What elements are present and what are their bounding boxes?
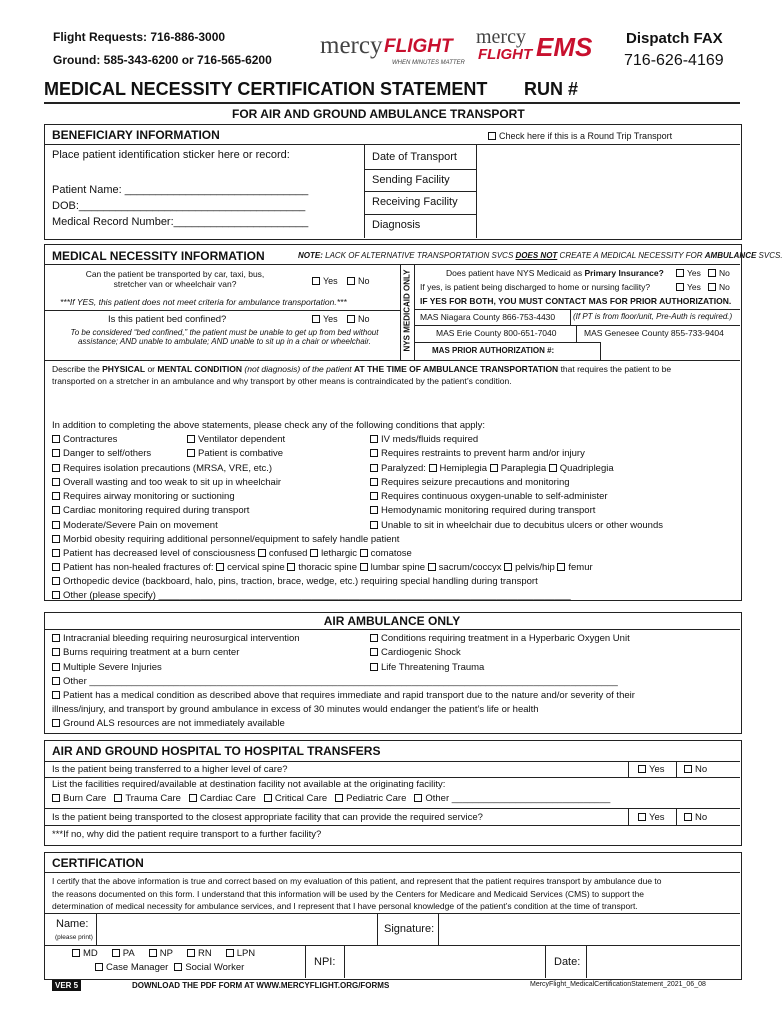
role-option-2[interactable] bbox=[149, 948, 173, 959]
air-other[interactable]: Other ____________________________________________________________________________________________________ bbox=[52, 676, 618, 687]
air-col1 bbox=[52, 633, 300, 676]
sticker-instruction: Place patient identification sticker here or record: bbox=[52, 149, 290, 161]
air-condition-c1-0-label: Intracranial bleeding requiring neurosurgical intervention bbox=[63, 633, 300, 644]
beneficiary-heading: BENEFICIARY INFORMATION bbox=[52, 128, 220, 142]
condition-c3-0-label: IV meds/fluids required bbox=[381, 434, 479, 445]
checkbox-icon[interactable] bbox=[312, 277, 320, 285]
checkbox-icon[interactable] bbox=[370, 506, 378, 514]
cond-other[interactable]: Other (please specify) ______________________________________________________________________________ bbox=[52, 590, 571, 601]
checkbox-icon[interactable] bbox=[708, 283, 716, 291]
condition-c3-3-label: Requires seizure precautions and monitoring bbox=[381, 476, 570, 488]
nys-medicaid-label: NYS MEDICAID ONLY bbox=[402, 269, 412, 352]
discharge-yes[interactable]: Yes bbox=[676, 282, 701, 292]
cond-fractures[interactable]: Patient has non-healed fractures of: cervical spine thoracic spine lumbar spine sacrum/coccyx pelvis/hip femur bbox=[52, 562, 593, 573]
checkbox-icon[interactable] bbox=[72, 949, 80, 957]
facility-option-4[interactable] bbox=[335, 793, 406, 804]
checkbox-icon[interactable] bbox=[370, 492, 378, 500]
form-title: MEDICAL NECESSITY CERTIFICATION STATEMENT bbox=[44, 79, 488, 99]
condition-c3-2-label: Paralyzed: bbox=[381, 462, 426, 474]
checkbox-icon[interactable] bbox=[428, 563, 436, 571]
date-of-transport-label: Date of Transport bbox=[372, 151, 457, 163]
air-condition-c1-2[interactable] bbox=[52, 662, 300, 676]
please-print-note: (please print) bbox=[55, 934, 93, 941]
checkbox-icon[interactable] bbox=[370, 634, 378, 642]
preauth-note: (If PT is from floor/unit, Pre-Auth is required.) bbox=[573, 312, 733, 321]
air-rapid-transport[interactable]: Patient has a medical condition as described above that requires immediate and rapid transport due to the nature and/or severity of their bbox=[52, 690, 635, 701]
sending-facility-label: Sending Facility bbox=[372, 174, 450, 186]
facility-option-1[interactable] bbox=[114, 793, 181, 804]
air-condition-c1-1-label: Burns requiring treatment at a burn center bbox=[63, 647, 240, 659]
checkbox-icon[interactable] bbox=[95, 963, 103, 971]
checkbox-icon[interactable] bbox=[174, 963, 182, 971]
checkbox-icon[interactable] bbox=[52, 634, 60, 642]
checkbox-icon[interactable] bbox=[638, 765, 646, 773]
checkbox-icon[interactable] bbox=[258, 549, 266, 557]
round-trip-checkbox[interactable]: Check here if this is a Round Trip Transport bbox=[488, 131, 672, 141]
facility-option-0[interactable] bbox=[52, 793, 106, 804]
condition-c3-4-label: Requires continuous oxygen-unable to self-administer bbox=[381, 491, 608, 503]
dispatch-fax-number: 716-626-4169 bbox=[624, 52, 724, 69]
conditions-intro: In addition to completing the above statements, please check any of the following conditions that apply: bbox=[52, 420, 486, 431]
q1-yes[interactable]: Yes bbox=[312, 276, 338, 286]
air-condition-c2-1[interactable] bbox=[370, 647, 630, 661]
cond-morbid-obesity[interactable]: Morbid obesity requiring additional personnel/equipment to safely handle patient bbox=[52, 534, 399, 545]
medicaid-no[interactable]: No bbox=[708, 268, 730, 278]
checkbox-icon[interactable] bbox=[187, 449, 195, 457]
condition-c3-6[interactable] bbox=[370, 520, 663, 534]
condition-c1-5-label: Cardiac monitoring required during transport bbox=[63, 505, 250, 517]
checkbox-icon[interactable] bbox=[312, 315, 320, 323]
role-option-label: MD bbox=[83, 948, 98, 959]
condition-c1-4[interactable] bbox=[52, 491, 281, 505]
conditions-col3 bbox=[370, 434, 663, 534]
checkbox-icon[interactable] bbox=[490, 464, 498, 472]
checkbox-icon[interactable] bbox=[335, 794, 343, 802]
facility-option-5[interactable] bbox=[414, 793, 610, 804]
download-link[interactable]: DOWNLOAD THE PDF FORM AT WWW.MERCYFLIGHT.ORG/FORMS bbox=[132, 981, 390, 990]
condition-c1-6-label: Moderate/Severe Pain on movement bbox=[63, 519, 218, 531]
paralyzed-option: Quadriplegia bbox=[559, 462, 614, 474]
medicaid-yes[interactable]: Yes bbox=[676, 268, 701, 278]
role-option2-0[interactable] bbox=[95, 962, 168, 973]
certification-heading: CERTIFICATION bbox=[52, 856, 144, 870]
facility-option-3[interactable] bbox=[264, 793, 327, 804]
checkbox-icon[interactable] bbox=[370, 648, 378, 656]
necessity-note: NOTE: LACK OF ALTERNATIVE TRANSPORTATION SVCS DOES NOT CREATE A MEDICAL NECESSITY FOR AMBULANCE SVCS. bbox=[298, 251, 783, 260]
facility-option-label: Trauma Care bbox=[125, 793, 181, 804]
air-col2 bbox=[370, 633, 630, 676]
checkbox-icon[interactable] bbox=[52, 691, 60, 699]
role-option2-label: Case Manager bbox=[106, 962, 169, 973]
checkbox-icon[interactable] bbox=[287, 563, 295, 571]
checkbox-icon[interactable] bbox=[52, 677, 60, 685]
q2-no[interactable]: No bbox=[347, 314, 370, 324]
checkbox-icon[interactable] bbox=[557, 563, 565, 571]
role-option-label: RN bbox=[197, 948, 212, 959]
paralyzed-option: Hemiplegia bbox=[439, 462, 488, 474]
condition-c3-5-label: Hemodynamic monitoring required during transport bbox=[381, 505, 596, 517]
facilities-question: List the facilities required/available at destination facility not available at the originating facility: bbox=[52, 779, 446, 790]
facility-option-label: Burn Care bbox=[63, 793, 107, 804]
higher-care-no[interactable]: No bbox=[684, 764, 707, 775]
cond-orthopedic[interactable]: Orthopedic device (backboard, halo, pins, traction, brace, wedge, etc.) requiring special handling during transport bbox=[52, 576, 538, 587]
dispatch-fax-label: Dispatch FAX bbox=[626, 30, 723, 47]
checkbox-icon[interactable] bbox=[429, 464, 437, 472]
discharge-no[interactable]: No bbox=[708, 282, 730, 292]
checkbox-icon[interactable] bbox=[370, 435, 378, 443]
signature-label: Signature: bbox=[384, 923, 435, 935]
bed-confined-definition: To be considered “bed confined,” the patient must be unable to get up from bed without assistance; AND unable to ambulate; AND unable to sit up in a chair or wheelchair. bbox=[70, 328, 379, 346]
checkbox-icon[interactable] bbox=[310, 549, 318, 557]
describe-condition: Describe the PHYSICAL or MENTAL CONDITION (not diagnosis) of the patient AT THE TIME OF AMBULANCE TRANSPORTATION that requires the patient to be bbox=[52, 364, 672, 374]
air-condition-c2-2[interactable] bbox=[370, 662, 630, 676]
air-condition-c2-0[interactable] bbox=[370, 633, 630, 647]
checkbox-icon[interactable] bbox=[52, 563, 60, 571]
checkbox-icon[interactable] bbox=[360, 549, 368, 557]
higher-care-yes[interactable]: Yes bbox=[638, 764, 665, 775]
form-subtitle: FOR AIR AND GROUND AMBULANCE TRANSPORT bbox=[232, 107, 525, 121]
conditions-col2 bbox=[187, 434, 285, 463]
facility-option-label: Cardiac Care bbox=[199, 793, 256, 804]
condition-c3-5[interactable] bbox=[370, 505, 663, 519]
role-options bbox=[72, 948, 269, 959]
condition-c1-3[interactable] bbox=[52, 477, 281, 491]
condition-c3-4[interactable] bbox=[370, 491, 663, 505]
checkbox-icon[interactable] bbox=[52, 478, 60, 486]
checkbox-icon[interactable] bbox=[549, 464, 557, 472]
role-option-1[interactable] bbox=[112, 948, 135, 959]
role-option-3[interactable] bbox=[187, 948, 212, 959]
role-option-0[interactable] bbox=[72, 948, 98, 959]
condition-c1-4-label: Requires airway monitoring or suctioning bbox=[63, 491, 235, 503]
checkbox-icon[interactable] bbox=[347, 315, 355, 323]
q1-no[interactable]: No bbox=[347, 276, 370, 286]
checkbox-icon[interactable] bbox=[414, 794, 422, 802]
closest-facility-question: Is the patient being transported to the closest appropriate facility that can provide the required service? bbox=[52, 812, 483, 823]
checkbox-icon[interactable] bbox=[52, 506, 60, 514]
checkbox-icon[interactable] bbox=[708, 269, 716, 277]
condition-c1-2-label: Requires isolation precautions (MRSA, VRE, etc.) bbox=[63, 462, 273, 474]
medicaid-question: Does patient have NYS Medicaid as Primary Insurance? bbox=[446, 268, 664, 278]
closest-no[interactable]: No bbox=[684, 812, 707, 823]
checkbox-icon[interactable] bbox=[52, 435, 60, 443]
q-transport-alt: Can the patient be transported by car, taxi, bus, stretcher van or wheelchair van? bbox=[85, 269, 265, 289]
discharge-question: If yes, is patient being discharged to home or nursing facility? bbox=[420, 282, 651, 292]
dob-field[interactable]: DOB:_____________________________________ bbox=[52, 200, 306, 212]
npi-input[interactable] bbox=[348, 948, 538, 975]
air-condition-c2-2-label: Life Threatening Trauma bbox=[381, 661, 485, 673]
mas-genesee: MAS Genesee County 855-733-9404 bbox=[584, 328, 724, 338]
necessity-heading: MEDICAL NECESSITY INFORMATION bbox=[52, 249, 265, 263]
transfers-heading: AIR AND GROUND HOSPITAL TO HOSPITAL TRANSFERS bbox=[52, 744, 381, 758]
role-option-4[interactable] bbox=[226, 948, 255, 959]
checkbox-icon[interactable] bbox=[52, 464, 60, 472]
facility-option-label: Pediatric Care bbox=[346, 793, 407, 804]
checkbox-icon[interactable] bbox=[347, 277, 355, 285]
cond-consciousness[interactable]: Patient has decreased level of consciousness confused lethargic comatose bbox=[52, 548, 412, 559]
facility-options bbox=[52, 793, 618, 804]
condition-c3-0[interactable] bbox=[370, 434, 663, 448]
checkbox-icon[interactable] bbox=[370, 521, 378, 529]
mercy-flight-ems-logo: mercy FLIGHT EMS bbox=[476, 26, 593, 63]
checkbox-icon[interactable] bbox=[52, 794, 60, 802]
checkbox-icon[interactable] bbox=[370, 478, 378, 486]
further-facility-question: ***If no, why did the patient require transport to a further facility? bbox=[52, 829, 322, 840]
air-rapid-transport-line2: illness/injury, and transport by ground ambulance in excess of 30 minutes would endanger the patient’s life or health bbox=[52, 704, 539, 715]
checkbox-icon[interactable] bbox=[684, 813, 692, 821]
condition-c1-6[interactable] bbox=[52, 520, 281, 534]
name-label: Name: bbox=[56, 918, 89, 930]
checkbox-icon[interactable] bbox=[504, 563, 512, 571]
mas-niagara: MAS Niagara County 866-753-4430 bbox=[420, 312, 556, 322]
checkbox-icon[interactable] bbox=[360, 563, 368, 571]
air-condition-c1-1[interactable] bbox=[52, 647, 300, 661]
checkbox-icon[interactable] bbox=[52, 663, 60, 671]
checkbox-icon[interactable] bbox=[676, 269, 684, 277]
condition-c2-0-label: Ventilator dependent bbox=[198, 434, 286, 445]
checkbox-icon[interactable] bbox=[52, 591, 60, 599]
name-input[interactable] bbox=[100, 916, 370, 942]
condition-c3-3[interactable] bbox=[370, 477, 663, 491]
checkbox-icon[interactable] bbox=[187, 435, 195, 443]
facility-option-label: Other ______________________________ bbox=[425, 793, 611, 804]
condition-c3-2[interactable] bbox=[370, 463, 663, 477]
file-identifier: MercyFlight_MedicalCertificationStatement_2021_06_08 bbox=[530, 981, 706, 988]
checkbox-icon[interactable] bbox=[370, 449, 378, 457]
condition-c1-0-label: Contractures bbox=[63, 434, 118, 445]
role-option-label: LPN bbox=[236, 948, 256, 959]
q2-yes[interactable]: Yes bbox=[312, 314, 338, 324]
checkbox-icon[interactable] bbox=[187, 949, 195, 957]
npi-label: NPI: bbox=[314, 956, 336, 968]
checkbox-icon[interactable] bbox=[264, 794, 272, 802]
air-heading: AIR AMBULANCE ONLY bbox=[323, 614, 461, 628]
higher-care-question: Is the patient being transferred to a higher level of care? bbox=[52, 764, 288, 775]
checkbox-icon[interactable] bbox=[52, 492, 60, 500]
checkbox-icon[interactable] bbox=[189, 794, 197, 802]
condition-description-area[interactable] bbox=[52, 388, 732, 416]
checkbox-icon[interactable] bbox=[638, 813, 646, 821]
checkbox-icon[interactable] bbox=[112, 949, 120, 957]
date-input[interactable] bbox=[590, 948, 736, 975]
condition-c3-6-label: Unable to sit in wheelchair due to decubitus ulcers or other wounds bbox=[381, 519, 663, 531]
condition-c1-3-label: Overall wasting and too weak to sit up in wheelchair bbox=[63, 476, 282, 488]
certification-text: I certify that the above information is true and correct based on my evaluation of this patient, and represent that the patient requires transport by ambulance due to the reasons documented on this form. I understand that this information will be used by the Centers for Medicare and Medicaid Services (CMS) to support the determination of medical necessity for ambulance services, and I represent that I have personal knowledge of the patient’s condition at the time of transport. bbox=[52, 876, 662, 911]
signature-input[interactable] bbox=[444, 916, 734, 942]
q-bed-confined: Is this patient bed confined? bbox=[108, 314, 227, 325]
condition-c2-1[interactable] bbox=[187, 448, 285, 462]
prior-auth-instruction: IF YES FOR BOTH, YOU MUST CONTACT MAS FOR PRIOR AUTHORIZATION. bbox=[420, 296, 732, 306]
checkbox-icon[interactable] bbox=[488, 132, 496, 140]
air-condition-c1-2-label: Multiple Severe Injuries bbox=[63, 661, 162, 673]
role-option2-label: Social Worker bbox=[185, 962, 245, 973]
checkbox-icon[interactable] bbox=[114, 794, 122, 802]
paralyzed-option: Paraplegia bbox=[500, 462, 547, 474]
condition-c3-1[interactable] bbox=[370, 448, 663, 462]
mercy-flight-logo: mercy FLIGHT WHEN MINUTES MATTER bbox=[320, 32, 465, 66]
diagnosis-label: Diagnosis bbox=[372, 219, 421, 231]
checkbox-icon[interactable] bbox=[370, 663, 378, 671]
air-condition-c1-0[interactable] bbox=[52, 633, 300, 647]
role-options-2 bbox=[95, 962, 250, 973]
checkbox-icon[interactable] bbox=[52, 719, 60, 727]
date-label: Date: bbox=[554, 956, 581, 968]
ground-phones: Ground: 585-343-6200 or 716-565-6200 bbox=[53, 53, 272, 67]
checkbox-icon[interactable] bbox=[52, 449, 60, 457]
closest-yes[interactable]: Yes bbox=[638, 812, 665, 823]
role-option-label: NP bbox=[159, 948, 173, 959]
checkbox-icon[interactable] bbox=[52, 577, 60, 585]
air-als-unavailable[interactable]: Ground ALS resources are not immediately available bbox=[52, 718, 285, 729]
version-badge: VER 5 bbox=[52, 980, 81, 991]
checkbox-icon[interactable] bbox=[52, 549, 60, 557]
receiving-facility-label: Receiving Facility bbox=[372, 196, 458, 208]
condition-c2-0[interactable] bbox=[187, 434, 285, 448]
role-option-label: PA bbox=[122, 948, 135, 959]
condition-c2-1-label: Patient is combative bbox=[198, 448, 284, 460]
flight-requests: Flight Requests: 716-886-3000 bbox=[53, 30, 226, 44]
mas-erie: MAS Erie County 800-651-7040 bbox=[436, 328, 557, 338]
condition-c1-2[interactable] bbox=[52, 463, 281, 477]
patient-name-field[interactable]: Patient Name: ______________________________ bbox=[52, 184, 309, 196]
facility-option-label: Critical Care bbox=[274, 793, 328, 804]
checkbox-icon[interactable] bbox=[149, 949, 157, 957]
condition-c1-5[interactable] bbox=[52, 505, 281, 519]
condition-c3-1-label: Requires restraints to prevent harm and/or injury bbox=[381, 448, 585, 460]
checkbox-icon[interactable] bbox=[52, 535, 60, 543]
checkbox-icon[interactable] bbox=[676, 283, 684, 291]
run-number-label: RUN # bbox=[524, 79, 579, 99]
q1-note: ***If YES, this patient does not meet criteria for ambulance transportation.*** bbox=[60, 297, 347, 307]
checkbox-icon[interactable] bbox=[216, 563, 224, 571]
describe-condition-line2: transported on a stretcher in an ambulance and why transport by other means is contraindicated by the patient’s condition. bbox=[52, 376, 512, 386]
air-condition-c2-0-label: Conditions requiring treatment in a Hyperbaric Oxygen Unit bbox=[381, 633, 630, 644]
checkbox-icon[interactable] bbox=[370, 464, 378, 472]
condition-c1-1-label: Danger to self/others bbox=[63, 448, 152, 460]
mas-prior-auth-field[interactable]: MAS PRIOR AUTHORIZATION #: bbox=[432, 346, 555, 355]
checkbox-icon[interactable] bbox=[52, 521, 60, 529]
mrn-field[interactable]: Medical Record Number:______________________ bbox=[52, 216, 309, 228]
air-condition-c2-1-label: Cardiogenic Shock bbox=[381, 647, 461, 659]
role-option2-1[interactable] bbox=[174, 962, 244, 973]
checkbox-icon[interactable] bbox=[226, 949, 234, 957]
checkbox-icon[interactable] bbox=[52, 648, 60, 656]
checkbox-icon[interactable] bbox=[684, 765, 692, 773]
facility-option-2[interactable] bbox=[189, 793, 256, 804]
